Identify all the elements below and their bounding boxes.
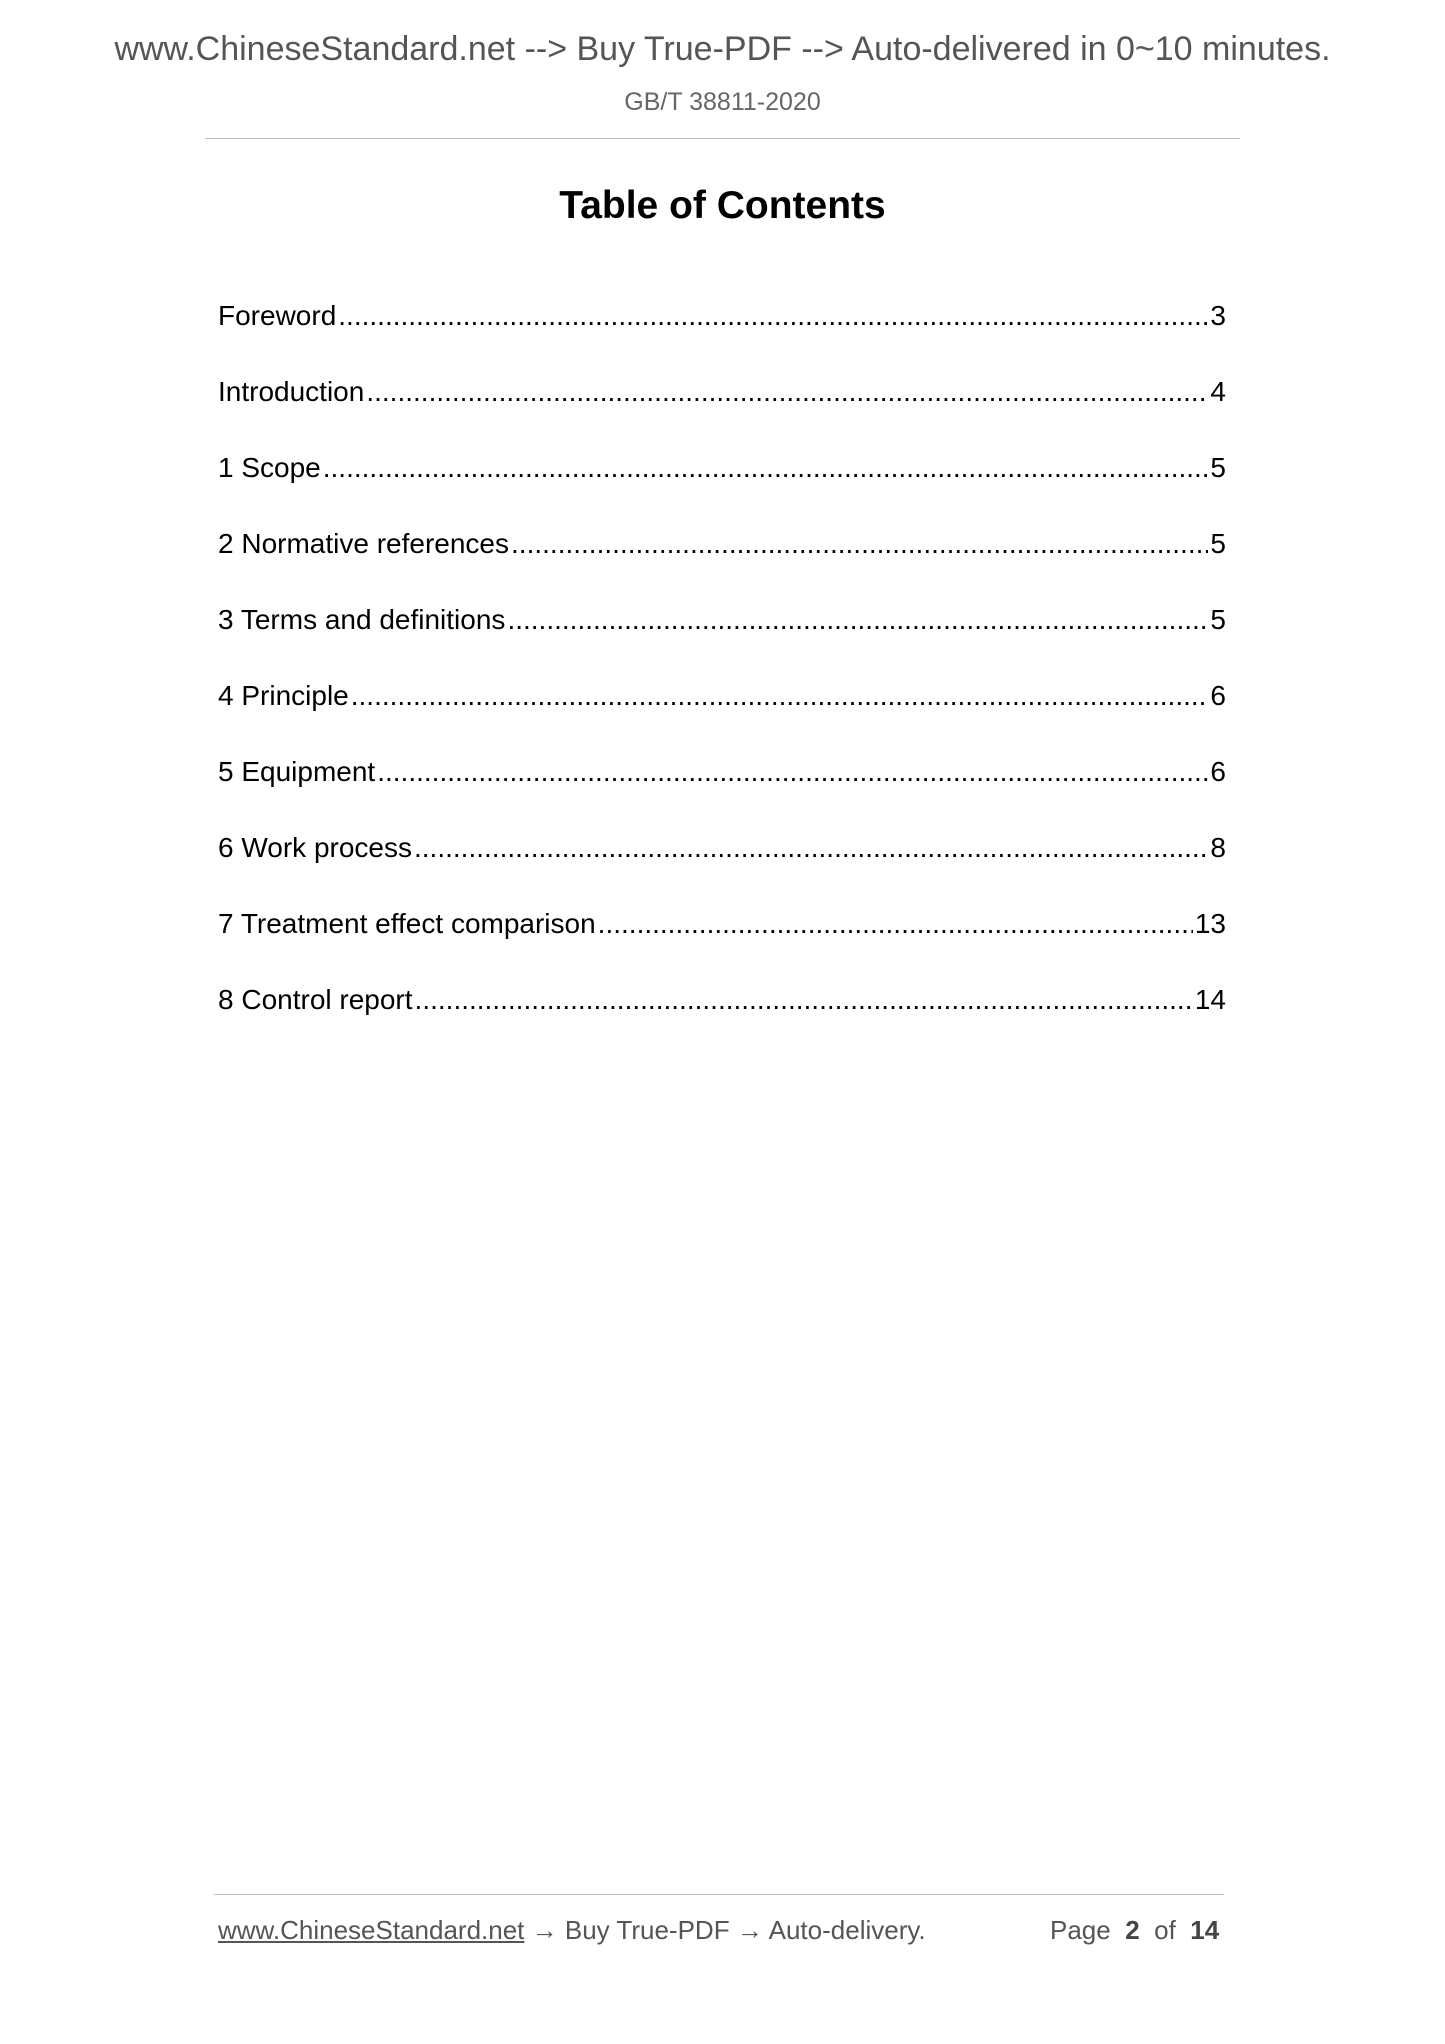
toc-entry-introduction[interactable] bbox=[218, 376, 1226, 452]
toc-entry-label: 4 Principle bbox=[218, 680, 349, 711]
toc-dot-leader bbox=[414, 832, 1208, 864]
toc-entry-page: 5 bbox=[1210, 528, 1226, 559]
arrow-right-icon: → bbox=[531, 1915, 558, 1945]
toc-entry-label: 5 Equipment bbox=[218, 756, 376, 787]
toc-entry-page: 8 bbox=[1210, 832, 1226, 863]
toc-entry-principle[interactable] bbox=[218, 680, 1226, 756]
toc-entry-normative-references[interactable] bbox=[218, 528, 1226, 604]
toc-entry-page: 3 bbox=[1210, 300, 1226, 331]
toc-entry-label: 6 Work process bbox=[218, 832, 412, 863]
toc-entry-label: 2 Normative references bbox=[218, 528, 510, 559]
toc-entry-page: 14 bbox=[1194, 984, 1226, 1015]
toc-dot-leader bbox=[351, 680, 1209, 712]
toc-dot-leader bbox=[511, 528, 1208, 560]
footer-divider bbox=[214, 1894, 1224, 1895]
of-word: of bbox=[1154, 1915, 1176, 1945]
toc-dot-leader bbox=[323, 452, 1209, 484]
toc-dot-leader bbox=[415, 984, 1193, 1016]
toc-entry-work-process[interactable] bbox=[218, 832, 1226, 908]
toc-entry-terms-and-definitions[interactable] bbox=[218, 604, 1226, 680]
toc-entry-label: Introduction bbox=[218, 376, 365, 407]
arrow-right-icon: → bbox=[736, 1915, 763, 1945]
footer-site-link[interactable]: www.ChineseStandard.net bbox=[218, 1915, 525, 1945]
toc-entry-page: 13 bbox=[1194, 908, 1226, 939]
toc-entry-scope[interactable] bbox=[218, 452, 1226, 528]
toc-entry-treatment-effect-comparison[interactable] bbox=[218, 908, 1226, 984]
page-current: 2 bbox=[1125, 1915, 1140, 1945]
toc-dot-leader bbox=[366, 376, 1208, 408]
toc-dot-leader bbox=[598, 908, 1193, 940]
toc-list bbox=[218, 300, 1226, 1060]
toc-entry-foreword[interactable] bbox=[218, 300, 1226, 376]
header-divider bbox=[205, 138, 1240, 139]
toc-title: Table of Contents bbox=[559, 184, 886, 227]
toc-entry-page: 5 bbox=[1210, 604, 1226, 635]
toc-dot-leader bbox=[507, 604, 1208, 636]
toc-entry-page: 6 bbox=[1210, 680, 1226, 711]
toc-entry-label: 1 Scope bbox=[218, 452, 321, 483]
site-banner: www.ChineseStandard.net --> Buy True-PDF --> Auto-delivered in 0~10 minutes. bbox=[114, 30, 1331, 68]
toc-entry-page: 6 bbox=[1210, 756, 1226, 787]
toc-entry-page: 4 bbox=[1210, 376, 1226, 407]
toc-entry-label: 3 Terms and definitions bbox=[218, 604, 506, 635]
footer-auto-text: Auto-delivery. bbox=[768, 1915, 926, 1945]
document-code: GB/T 38811-2020 bbox=[624, 88, 821, 116]
toc-entry-control-report[interactable] bbox=[218, 984, 1226, 1060]
toc-dot-leader bbox=[338, 300, 1208, 332]
page-word: Page bbox=[1050, 1915, 1111, 1945]
footer-promo bbox=[218, 1915, 926, 1946]
toc-entry-page: 5 bbox=[1210, 452, 1226, 483]
footer-buy-text: Buy True-PDF bbox=[564, 1915, 730, 1945]
toc-entry-label: Foreword bbox=[218, 300, 337, 331]
page-total: 14 bbox=[1190, 1915, 1220, 1945]
toc-dot-leader bbox=[377, 756, 1208, 788]
toc-entry-label: 7 Treatment effect comparison bbox=[218, 908, 596, 939]
page-number bbox=[1050, 1915, 1219, 1946]
toc-entry-equipment[interactable] bbox=[218, 756, 1226, 832]
toc-entry-label: 8 Control report bbox=[218, 984, 413, 1015]
